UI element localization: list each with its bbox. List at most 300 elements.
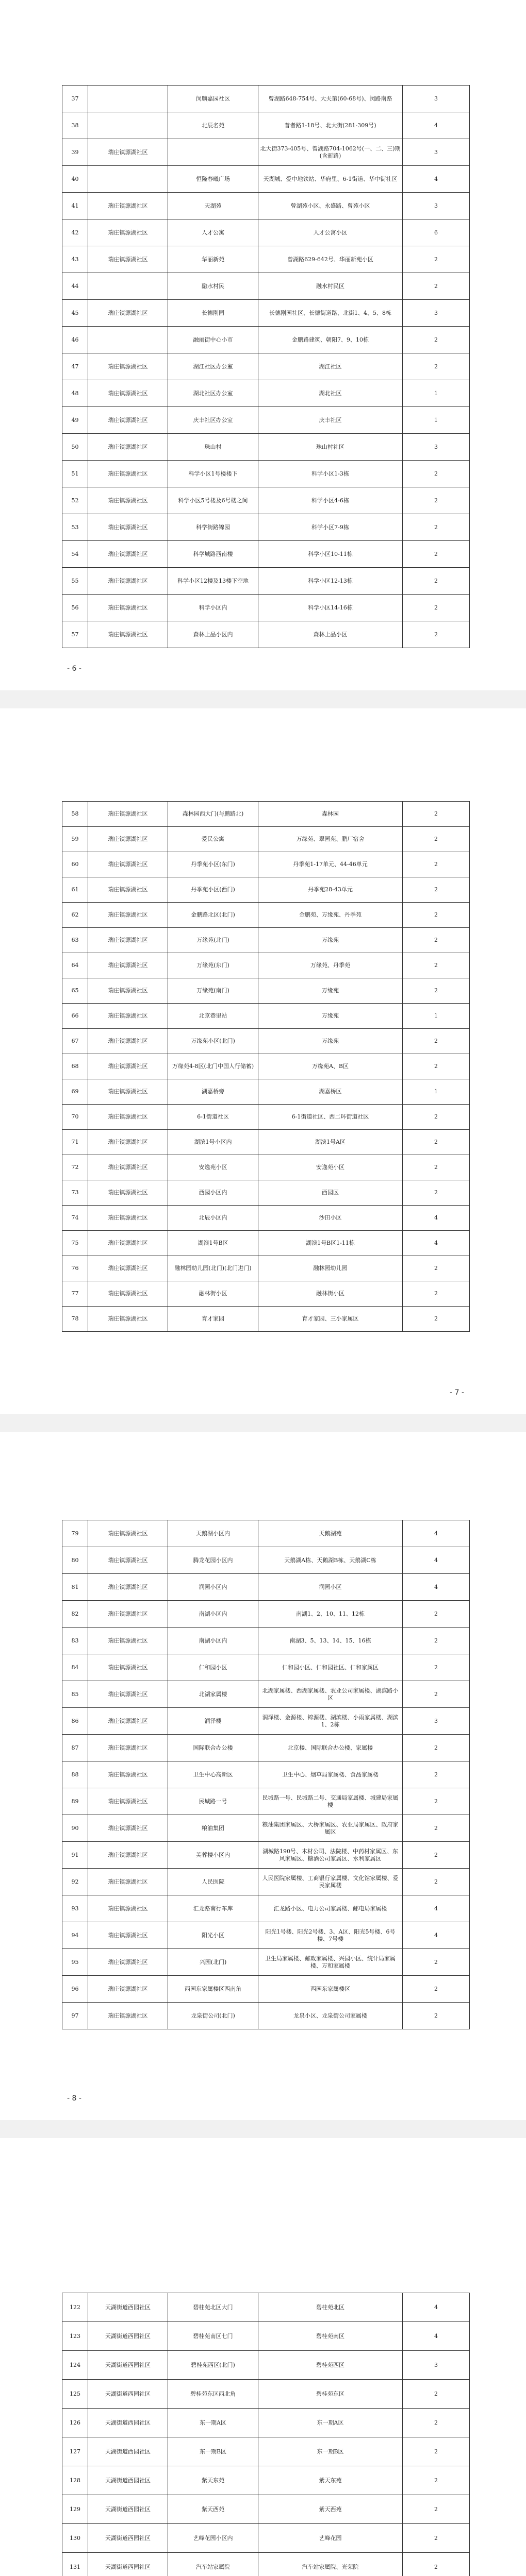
coverage-area-cell: 东一期B区 [258, 2437, 403, 2466]
location-name-cell: 万缘苑小区(北门) [168, 1029, 258, 1054]
point-count-cell: 2 [403, 877, 470, 903]
coverage-area-cell: 天鹅湖A栋、天鹅湖B栋、天鹅湖C栋 [258, 1547, 403, 1574]
community-name-cell: 瑞庄镇源湖社区 [88, 541, 168, 568]
point-count-cell: 2 [403, 827, 470, 852]
point-count-cell: 3 [403, 1708, 470, 1735]
point-count-cell: 2 [403, 1281, 470, 1307]
coverage-area-cell: 湖滨1号B区1-11栋 [258, 1231, 403, 1256]
row-number-cell: 93 [62, 1895, 88, 1922]
row-number-cell: 127 [62, 2437, 88, 2466]
table-row [62, 802, 470, 827]
coverage-area-cell: 万缘苑、丹季苑 [258, 953, 403, 978]
table-row [62, 1155, 470, 1180]
row-number-cell: 129 [62, 2495, 88, 2524]
point-count-cell: 2 [403, 487, 470, 514]
table-row [62, 2466, 470, 2495]
point-count-cell: 2 [403, 1681, 470, 1708]
coverage-area-cell: 科学小区1-3栋 [258, 461, 403, 487]
location-name-cell: 北辰小区内 [168, 1206, 258, 1231]
location-name-cell: 兴园(北门) [168, 1949, 258, 1976]
page-number: - 6 - [67, 665, 81, 673]
table-row [62, 1869, 470, 1895]
location-name-cell: 润泽楼 [168, 1708, 258, 1735]
row-number-cell: 56 [62, 595, 88, 621]
community-name-cell: 瑞庄镇源湖社区 [88, 978, 168, 1004]
row-number-cell: 47 [62, 353, 88, 380]
location-name-cell: 庆丰社区办公室 [168, 407, 258, 434]
district-table [62, 85, 470, 648]
row-number-cell: 66 [62, 1004, 88, 1029]
location-name-cell: 安逸苑小区 [168, 1155, 258, 1180]
page-number: - 8 - [67, 2094, 81, 2103]
table-row [62, 139, 470, 166]
community-name-cell: 瑞庄镇源湖社区 [88, 2003, 168, 2029]
coverage-area-cell: 民城路一号、民城路二号、交通局家属楼、城建局家属楼 [258, 1788, 403, 1815]
community-name-cell: 天湖街道西园社区 [88, 2524, 168, 2553]
location-name-cell: 南湖小区内 [168, 1628, 258, 1654]
table-row [62, 380, 470, 407]
coverage-area-cell: 湖北社区 [258, 380, 403, 407]
table-row [62, 1520, 470, 1547]
row-number-cell: 71 [62, 1130, 88, 1155]
table-row [62, 1708, 470, 1735]
point-count-cell: 2 [403, 1256, 470, 1281]
point-count-cell: 2 [403, 802, 470, 827]
coverage-area-cell: 北大街373-405号、曾湖路704-1062号(一、二、三)期(含新路) [258, 139, 403, 166]
row-number-cell: 80 [62, 1547, 88, 1574]
coverage-area-cell: 汽车站家属院、光荣院 [258, 2553, 403, 2576]
table-row [62, 86, 470, 112]
community-name-cell: 天湖街道西园社区 [88, 2351, 168, 2380]
row-number-cell: 50 [62, 434, 88, 461]
location-name-cell: 恒隆春曦广场 [168, 166, 258, 193]
table-row [62, 1842, 470, 1869]
coverage-area-cell: 珠山村社区 [258, 434, 403, 461]
location-name-cell: 森林上品小区内 [168, 621, 258, 648]
row-number-cell: 76 [62, 1256, 88, 1281]
table-row [62, 1735, 470, 1761]
location-name-cell: 湖滨1号小区内 [168, 1130, 258, 1155]
community-name-cell: 瑞庄镇源湖社区 [88, 852, 168, 877]
table-row [62, 487, 470, 514]
community-name-cell: 瑞庄镇源湖社区 [88, 1281, 168, 1307]
table-row [62, 1574, 470, 1601]
table-row [62, 300, 470, 327]
point-count-cell: 2 [403, 514, 470, 541]
table-row [62, 1079, 470, 1105]
point-count-cell: 2 [403, 1788, 470, 1815]
coverage-area-cell: 湖滨1号A区 [258, 1130, 403, 1155]
row-number-cell: 68 [62, 1054, 88, 1079]
location-name-cell: 天鹅湖小区内 [168, 1520, 258, 1547]
community-name-cell: 瑞庄镇源湖社区 [88, 1842, 168, 1869]
location-name-cell: 龙泉街公司(北门) [168, 2003, 258, 2029]
community-name-cell: 天湖街道西园社区 [88, 2553, 168, 2576]
coverage-area-cell: 科学小区12-13栋 [258, 568, 403, 595]
table-row [62, 1231, 470, 1256]
coverage-area-cell: 粮油集团家属区、大桥家属区、农业局家属区、政府家属区 [258, 1815, 403, 1842]
location-name-cell: 人民医院 [168, 1869, 258, 1895]
location-name-cell: 国际联合办公楼 [168, 1735, 258, 1761]
row-number-cell: 59 [62, 827, 88, 852]
point-count-cell: 3 [403, 300, 470, 327]
point-count-cell: 2 [403, 568, 470, 595]
row-number-cell: 122 [62, 2293, 88, 2322]
location-name-cell: 芙蓉楼小区内 [168, 1842, 258, 1869]
community-name-cell: 天湖街道西园社区 [88, 2380, 168, 2409]
table-row [62, 2409, 470, 2437]
point-count-cell: 2 [403, 1654, 470, 1681]
location-name-cell: 爱民公寓 [168, 827, 258, 852]
point-count-cell: 2 [403, 461, 470, 487]
location-name-cell: 育才家园 [168, 1307, 258, 1332]
community-name-cell: 瑞庄镇源湖社区 [88, 487, 168, 514]
point-count-cell: 2 [403, 2524, 470, 2553]
point-count-cell: 2 [403, 1976, 470, 2003]
community-name-cell: 瑞庄镇源湖社区 [88, 1708, 168, 1735]
district-table [62, 801, 470, 1332]
coverage-area-cell: 碧桂苑南区 [258, 2322, 403, 2351]
community-name-cell: 天湖街道西园社区 [88, 2322, 168, 2351]
community-name-cell: 瑞庄镇源湖社区 [88, 1180, 168, 1206]
coverage-area-cell: 卫生局家属楼、邮政家属楼、兴园小区、统计局家属楼、万和家属楼 [258, 1949, 403, 1976]
location-name-cell: 科学城路西南楼 [168, 541, 258, 568]
community-name-cell: 瑞庄镇源湖社区 [88, 1155, 168, 1180]
point-count-cell: 2 [403, 1761, 470, 1788]
point-count-cell: 2 [403, 1601, 470, 1628]
table-row [62, 407, 470, 434]
coverage-area-cell: 6-1街道社区、西二环街道社区 [258, 1105, 403, 1130]
table-row [62, 1281, 470, 1307]
point-count-cell: 4 [403, 1520, 470, 1547]
table-row [62, 219, 470, 246]
coverage-area-cell: 万缘苑 [258, 1029, 403, 1054]
row-number-cell: 84 [62, 1654, 88, 1681]
location-name-cell: 丹季苑小区(西门) [168, 877, 258, 903]
point-count-cell: 2 [403, 953, 470, 978]
row-number-cell: 88 [62, 1761, 88, 1788]
table-row [62, 1256, 470, 1281]
location-name-cell: 东一期A区 [168, 2409, 258, 2437]
location-name-cell: 华丽新苑 [168, 246, 258, 273]
table-row [62, 2437, 470, 2466]
community-name-cell: 天湖街道西园社区 [88, 2466, 168, 2495]
location-name-cell: 金鹏路北区(北门) [168, 903, 258, 928]
location-name-cell: 万缘苑4-8区(北门中国人行储蓄) [168, 1054, 258, 1079]
coverage-area-cell: 阳光1号楼、阳光2号楼、3、A区、阳光5号楼、6号楼、7号楼 [258, 1922, 403, 1949]
point-count-cell: 4 [403, 1547, 470, 1574]
location-name-cell: 丹季苑小区(东门) [168, 852, 258, 877]
row-number-cell: 126 [62, 2409, 88, 2437]
point-count-cell: 2 [403, 621, 470, 648]
coverage-area-cell: 融林园幼儿园 [258, 1256, 403, 1281]
community-name-cell: 瑞庄镇源湖社区 [88, 1949, 168, 1976]
row-number-cell: 94 [62, 1922, 88, 1949]
location-name-cell: 东一期B区 [168, 2437, 258, 2466]
location-name-cell: 人才公寓 [168, 219, 258, 246]
point-count-cell: 2 [403, 541, 470, 568]
coverage-area-cell: 森林上品小区 [258, 621, 403, 648]
coverage-area-cell: 庆丰社区 [258, 407, 403, 434]
coverage-area-cell: 湖嘉桥区 [258, 1079, 403, 1105]
coverage-area-cell: 森林园 [258, 802, 403, 827]
community-name-cell: 瑞庄镇源湖社区 [88, 1130, 168, 1155]
point-count-cell: 4 [403, 2293, 470, 2322]
row-number-cell: 130 [62, 2524, 88, 2553]
point-count-cell: 4 [403, 2322, 470, 2351]
point-count-cell: 2 [403, 2553, 470, 2576]
coverage-area-cell: 丹季苑28-43单元 [258, 877, 403, 903]
location-name-cell: 碧桂苑西区(北门) [168, 2351, 258, 2380]
community-name-cell: 天湖街道西园社区 [88, 2293, 168, 2322]
coverage-area-cell: 丹季苑1-17单元、44-46单元 [258, 852, 403, 877]
community-name-cell: 瑞庄镇源湖社区 [88, 595, 168, 621]
table-row [62, 1681, 470, 1708]
district-table [62, 2293, 470, 2576]
coverage-area-cell: 科学小区4-6栋 [258, 487, 403, 514]
location-name-cell: 科学小区1号楼楼下 [168, 461, 258, 487]
community-name-cell [88, 166, 168, 193]
row-number-cell: 40 [62, 166, 88, 193]
row-number-cell: 74 [62, 1206, 88, 1231]
coverage-area-cell: 曾湖路629-642号、华丽新苑小区 [258, 246, 403, 273]
row-number-cell: 72 [62, 1155, 88, 1180]
row-number-cell: 38 [62, 112, 88, 139]
table-row [62, 1761, 470, 1788]
location-name-cell: 紫天东苑 [168, 2466, 258, 2495]
row-number-cell: 89 [62, 1788, 88, 1815]
row-number-cell: 45 [62, 300, 88, 327]
coverage-area-cell: 融林街小区 [258, 1281, 403, 1307]
community-name-cell: 天湖街道西园社区 [88, 2409, 168, 2437]
coverage-area-cell: 碧桂苑东区 [258, 2380, 403, 2409]
point-count-cell: 2 [403, 1307, 470, 1332]
coverage-area-cell: 普者路1-18号、北大街(281-309号) [258, 112, 403, 139]
row-number-cell: 61 [62, 877, 88, 903]
location-name-cell: 艺峰花园小区内 [168, 2524, 258, 2553]
table-row [62, 877, 470, 903]
table-row [62, 1922, 470, 1949]
community-name-cell: 瑞庄镇源湖社区 [88, 1735, 168, 1761]
point-count-cell: 3 [403, 86, 470, 112]
point-count-cell: 2 [403, 1029, 470, 1054]
community-name-cell: 瑞庄镇源湖社区 [88, 621, 168, 648]
coverage-area-cell: 北湖家属楼、西湖家属楼、农业公司家属楼、湖滨路小区 [258, 1681, 403, 1708]
table-row [62, 2524, 470, 2553]
community-name-cell: 瑞庄镇源湖社区 [88, 1054, 168, 1079]
point-count-cell: 3 [403, 434, 470, 461]
table-row [62, 953, 470, 978]
row-number-cell: 91 [62, 1842, 88, 1869]
location-name-cell: 仁和园小区 [168, 1654, 258, 1681]
location-name-cell: 南湖小区内 [168, 1601, 258, 1628]
community-name-cell: 瑞庄镇源湖社区 [88, 1895, 168, 1922]
table-row [62, 1815, 470, 1842]
community-name-cell: 瑞庄镇源湖社区 [88, 1788, 168, 1815]
table-row [62, 1206, 470, 1231]
community-name-cell: 瑞庄镇源湖社区 [88, 193, 168, 219]
point-count-cell: 2 [403, 327, 470, 353]
coverage-area-cell: 东一期A区 [258, 2409, 403, 2437]
point-count-cell: 2 [403, 2466, 470, 2495]
location-name-cell: 科学小区5号楼及6号楼之间 [168, 487, 258, 514]
row-number-cell: 97 [62, 2003, 88, 2029]
community-name-cell: 瑞庄镇源湖社区 [88, 407, 168, 434]
row-number-cell: 79 [62, 1520, 88, 1547]
table-row [62, 112, 470, 139]
row-number-cell: 87 [62, 1735, 88, 1761]
coverage-area-cell: 卫生中心、烟草局家属楼、食品家属楼 [258, 1761, 403, 1788]
row-number-cell: 58 [62, 802, 88, 827]
row-number-cell: 86 [62, 1708, 88, 1735]
community-name-cell: 瑞庄镇源湖社区 [88, 1547, 168, 1574]
community-name-cell: 瑞庄镇源湖社区 [88, 1307, 168, 1332]
location-name-cell: 粮油集团 [168, 1815, 258, 1842]
table-row [62, 1004, 470, 1029]
row-number-cell: 81 [62, 1574, 88, 1601]
row-number-cell: 78 [62, 1307, 88, 1332]
point-count-cell: 2 [403, 852, 470, 877]
table-row [62, 852, 470, 877]
point-count-cell: 2 [403, 1155, 470, 1180]
coverage-area-cell: 万缘苑、翠园苑、鹏厂宿舍 [258, 827, 403, 852]
table-row [62, 621, 470, 648]
table-row [62, 1180, 470, 1206]
coverage-area-cell: 人民医院家属楼、工商银行家属楼、文化馆家属楼、爱民家属楼 [258, 1869, 403, 1895]
row-number-cell: 55 [62, 568, 88, 595]
point-count-cell: 4 [403, 112, 470, 139]
row-number-cell: 65 [62, 978, 88, 1004]
community-name-cell: 瑞庄镇源湖社区 [88, 953, 168, 978]
point-count-cell: 2 [403, 1949, 470, 1976]
table-row [62, 1054, 470, 1079]
district-table [62, 1520, 470, 2029]
community-name-cell: 瑞庄镇源湖社区 [88, 1681, 168, 1708]
row-number-cell: 54 [62, 541, 88, 568]
coverage-area-cell: 西园东家属楼区 [258, 1976, 403, 2003]
table-row [62, 595, 470, 621]
community-name-cell: 瑞庄镇源湖社区 [88, 461, 168, 487]
table-row [62, 434, 470, 461]
location-name-cell: 北京巷里站 [168, 1004, 258, 1029]
table-row [62, 1307, 470, 1332]
point-count-cell: 2 [403, 2495, 470, 2524]
table-row [62, 1788, 470, 1815]
community-name-cell: 瑞庄镇源湖社区 [88, 1628, 168, 1654]
table-row [62, 2351, 470, 2380]
point-count-cell: 2 [403, 273, 470, 300]
coverage-area-cell: 万缘苑 [258, 978, 403, 1004]
table-row [62, 1654, 470, 1681]
location-name-cell: 湖北社区办公室 [168, 380, 258, 407]
table-row [62, 246, 470, 273]
row-number-cell: 41 [62, 193, 88, 219]
row-number-cell: 64 [62, 953, 88, 978]
table-row [62, 2380, 470, 2409]
coverage-area-cell: 汇龙路小区、电力公司家属楼、邮电局家属楼 [258, 1895, 403, 1922]
community-name-cell: 瑞庄镇源湖社区 [88, 928, 168, 953]
row-number-cell: 95 [62, 1949, 88, 1976]
point-count-cell: 4 [403, 1895, 470, 1922]
coverage-area-cell: 融水村民区 [258, 273, 403, 300]
coverage-area-cell: 科学小区10-11栋 [258, 541, 403, 568]
point-count-cell: 2 [403, 2437, 470, 2466]
location-name-cell: 万缘苑(东门) [168, 953, 258, 978]
row-number-cell: 85 [62, 1681, 88, 1708]
community-name-cell: 瑞庄镇源湖社区 [88, 514, 168, 541]
coverage-area-cell: 湖江社区 [258, 353, 403, 380]
point-count-cell: 2 [403, 2409, 470, 2437]
table-row [62, 461, 470, 487]
community-name-cell: 瑞庄镇源湖社区 [88, 1761, 168, 1788]
community-name-cell: 瑞庄镇源湖社区 [88, 1105, 168, 1130]
location-name-cell: 湖江社区办公室 [168, 353, 258, 380]
coverage-area-cell: 碧桂苑北区 [258, 2293, 403, 2322]
coverage-area-cell: 科学小区14-16栋 [258, 595, 403, 621]
point-count-cell: 4 [403, 166, 470, 193]
table-row [62, 1628, 470, 1654]
coverage-area-cell: 紫天东苑 [258, 2466, 403, 2495]
community-name-cell [88, 86, 168, 112]
coverage-area-cell: 万缘苑 [258, 1004, 403, 1029]
coverage-area-cell: 天湖城、爱中地铁站、华府里、6-1街道、华中街社区 [258, 166, 403, 193]
community-name-cell: 瑞庄镇源湖社区 [88, 1922, 168, 1949]
page-separator [0, 690, 526, 708]
community-name-cell: 瑞庄镇源湖社区 [88, 802, 168, 827]
row-number-cell: 44 [62, 273, 88, 300]
table-row [62, 353, 470, 380]
location-name-cell: 湖嘉桥旁 [168, 1079, 258, 1105]
point-count-cell: 4 [403, 1922, 470, 1949]
location-name-cell: 长德刚园 [168, 300, 258, 327]
page-separator [0, 1414, 526, 1432]
coverage-area-cell: 曾湖路648-754号、大夫第(60-68号)、闵路南路 [258, 86, 403, 112]
point-count-cell: 2 [403, 1869, 470, 1895]
point-count-cell: 2 [403, 246, 470, 273]
point-count-cell: 2 [403, 1054, 470, 1079]
location-name-cell: 湖滨1号B区 [168, 1231, 258, 1256]
coverage-area-cell: 南湖1、2、10、11、12栋 [258, 1601, 403, 1628]
point-count-cell: 1 [403, 380, 470, 407]
table-row [62, 1949, 470, 1976]
row-number-cell: 43 [62, 246, 88, 273]
row-number-cell: 131 [62, 2553, 88, 2576]
community-name-cell: 瑞庄镇源湖社区 [88, 903, 168, 928]
row-number-cell: 82 [62, 1601, 88, 1628]
community-name-cell: 瑞庄镇源湖社区 [88, 1206, 168, 1231]
community-name-cell [88, 327, 168, 353]
row-number-cell: 48 [62, 380, 88, 407]
coverage-area-cell: 紫天西苑 [258, 2495, 403, 2524]
table-row [62, 193, 470, 219]
location-name-cell: 科学小区内 [168, 595, 258, 621]
row-number-cell: 70 [62, 1105, 88, 1130]
coverage-area-cell: 金鹏苑、万缘苑、丹季苑 [258, 903, 403, 928]
coverage-area-cell: 碧桂苑西区 [258, 2351, 403, 2380]
location-name-cell: 森林园西大门(与鹏路北) [168, 802, 258, 827]
location-name-cell: 民城路一号 [168, 1788, 258, 1815]
point-count-cell: 1 [403, 1079, 470, 1105]
table-row [62, 903, 470, 928]
point-count-cell: 2 [403, 1815, 470, 1842]
row-number-cell: 73 [62, 1180, 88, 1206]
location-name-cell: 西园小区内 [168, 1180, 258, 1206]
point-count-cell: 2 [403, 928, 470, 953]
community-name-cell: 瑞庄镇源湖社区 [88, 827, 168, 852]
row-number-cell: 123 [62, 2322, 88, 2351]
location-name-cell [168, 139, 258, 166]
point-count-cell: 3 [403, 139, 470, 166]
